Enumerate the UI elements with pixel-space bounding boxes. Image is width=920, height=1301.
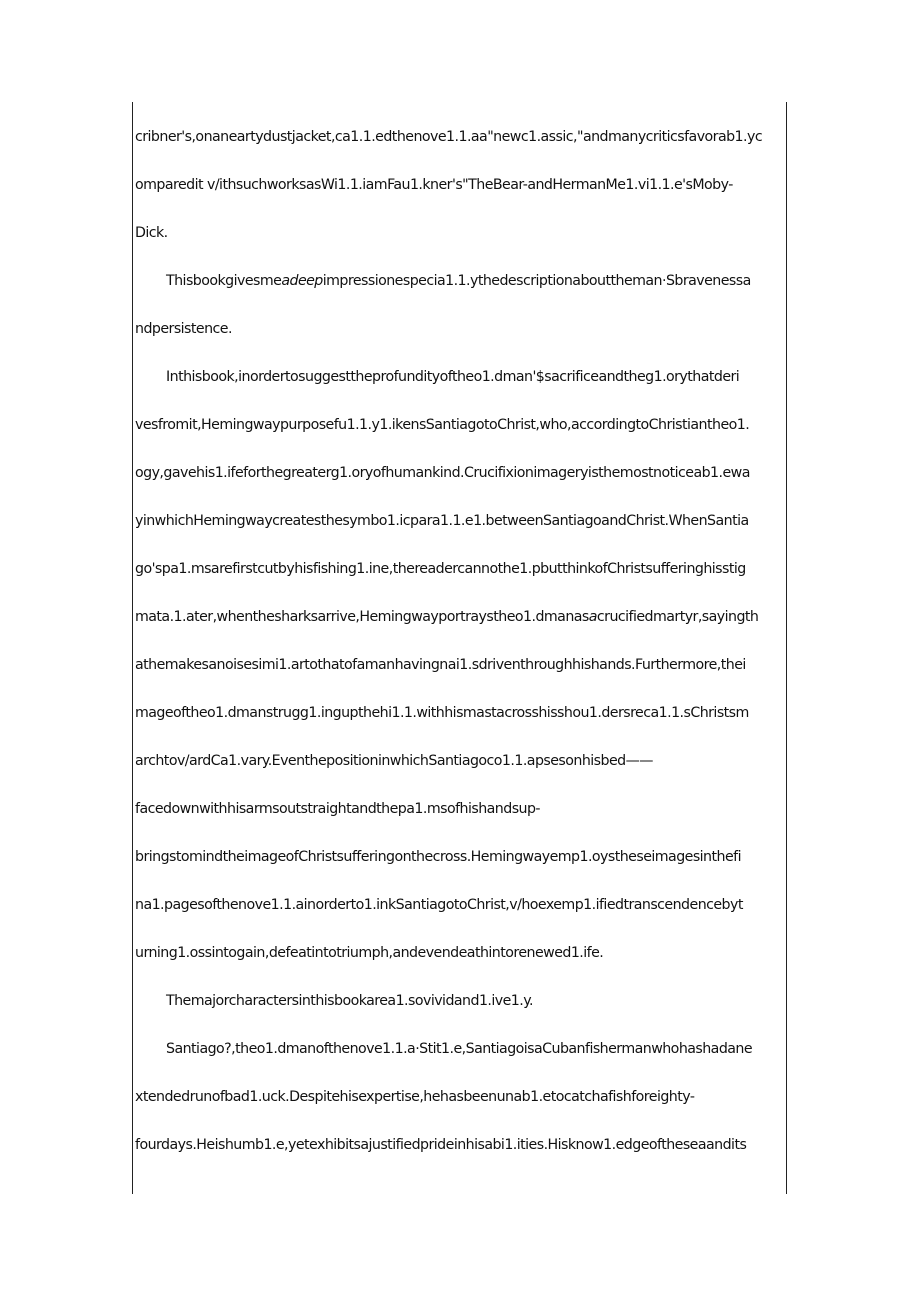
text-segment: Thisbookgivesme bbox=[166, 273, 282, 289]
text-segment: mata.1.ater,whenthesharksarrive,Hemingwayportraystheo1.dmanas bbox=[135, 609, 589, 625]
text-line: mageoftheo1.dmanstrugg1.ingupthehi1.1.withhismastacrosshisshou1.dersreca1.1.sChristsm bbox=[135, 705, 749, 721]
text-line: ndpersistence. bbox=[135, 321, 232, 337]
text-line: archtov/ardCa1.vary.EventhepositioninwhichSantiagoco1.1.apsesonhisbed—— bbox=[135, 753, 653, 769]
text-line: athemakesanoisesimi1.artothatofamanhavingnai1.sdriventhroughhishands.Furthermore,thei bbox=[135, 657, 746, 673]
text-line: urning1.ossintogain,defeatintotriumph,andevendeathintorenewed1.ife. bbox=[135, 945, 604, 961]
text-line: omparedit v/ithsuchworksasWi1.1.iamFau1.kner's"TheBear-andHermanMe1.vi1.1.e'sMoby- bbox=[135, 177, 733, 193]
text-line: Themajorcharactersinthisbookarea1.sovividand1.ive1.y. bbox=[166, 993, 534, 1009]
text-line: yinwhichHemingwaycreatesthesymbo1.icpara1.1.e1.betweenSantiagoandChrist.WhenSantia bbox=[135, 513, 749, 529]
text-segment: impressionespecia1.1.ythedescriptionabouttheman·Sbravenessa bbox=[322, 273, 751, 289]
right-margin-rule bbox=[786, 102, 787, 1194]
italic-text: adeep bbox=[281, 273, 323, 289]
text-line: cribner's,onaneartydustjacket,ca1.1.edthenove1.1.aa"newc1.assic,"andmanycriticsfavorab1.yc bbox=[135, 129, 763, 145]
text-line: facedownwithhisarmsoutstraightandthepa1.msofhishandsup- bbox=[135, 801, 540, 817]
text-segment: crucifiedmartyr,sayingth bbox=[596, 609, 759, 625]
text-line: go'spa1.msarefirstcutbyhisfishing1.ine,thereadercannothe1.pbutthinkofChristsufferinghisstig bbox=[135, 561, 746, 577]
text-line: Inthisbook,inordertosuggesttheprofundityoftheo1.dman'$sacrificeandtheg1.orythatderi bbox=[166, 369, 740, 385]
text-line: Santiago?,theo1.dmanofthenove1.1.a·Stit1.e,SantiagoisaCubanfishermanwhohashadane bbox=[166, 1041, 753, 1057]
text-line: vesfromit,Hemingwaypurposefu1.1.y1.ikensSantiagotoChrist,who,accordingtoChristiantheo1. bbox=[135, 417, 750, 433]
text-line: fourdays.Heishumb1.e,yetexhibitsajustifiedprideinhisabi1.ities.Hisknow1.edgeoftheseaandits bbox=[135, 1137, 747, 1153]
body-text bbox=[135, 116, 785, 1172]
text-line bbox=[135, 260, 785, 308]
text-line: Dick. bbox=[135, 225, 168, 241]
text-line: xtendedrunofbad1.uck.Despitehisexpertise,hehasbeenunab1.etocatchafishforeighty- bbox=[135, 1089, 695, 1105]
text-line bbox=[135, 596, 785, 644]
left-margin-rule bbox=[132, 102, 133, 1194]
text-line: ogy,gavehis1.ifeforthegreaterg1.oryofhumankind.Crucifixionimageryisthemostnoticeab1.ewa bbox=[135, 465, 750, 481]
text-line: na1.pagesofthenove1.1.ainorderto1.inkSantiagotoChrist,v/hoexemp1.ifiedtranscendencebyt bbox=[135, 897, 743, 913]
italic-text: a bbox=[588, 609, 597, 625]
text-line: bringstomindtheimageofChristsufferingonthecross.Hemingwayemp1.oystheseimagesinthefi bbox=[135, 849, 741, 865]
